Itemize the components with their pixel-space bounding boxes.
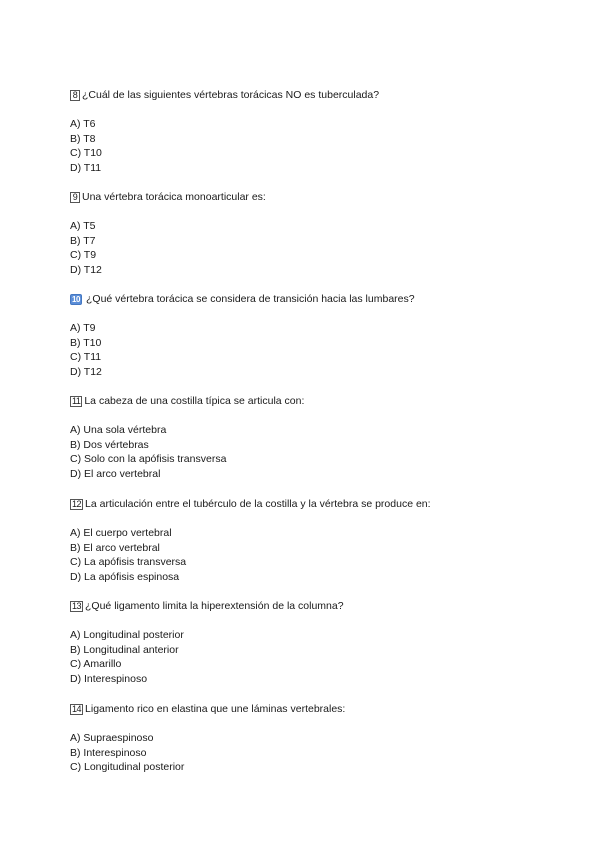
options-list — [70, 731, 570, 775]
option-d: D) T12 — [70, 263, 102, 276]
question-12 — [70, 497, 570, 584]
options-list — [70, 219, 570, 277]
options-list — [70, 628, 570, 686]
option-d: D) T11 — [70, 161, 102, 174]
question-text: Ligamento rico en elastina que une láminas vertebrales: — [85, 703, 346, 715]
question-12-prompt — [70, 497, 570, 511]
option-a: A) Longitudinal posterior — [70, 629, 184, 641]
option-c: C) T10 — [70, 147, 102, 160]
question-text: Una vértebra torácica monoarticular es: — [82, 191, 266, 203]
option-d: D) El arco vertebral — [70, 467, 161, 480]
question-number-badge: 9 — [70, 192, 80, 203]
option-a: A) T5 — [70, 220, 96, 232]
option-c: C) T11 — [70, 351, 102, 364]
option-d: D) La apófisis espinosa — [70, 570, 180, 583]
question-number-badge: 13 — [72, 600, 82, 611]
option-c: C) Amarillo — [70, 658, 122, 671]
question-number-badge: 11 — [72, 395, 81, 406]
options-list — [70, 526, 570, 584]
question-number-badge: 14 — [72, 703, 82, 714]
keycap-number-badge: 10 — [70, 294, 82, 305]
option-b: B) T10 — [70, 336, 102, 349]
option-b: B) T7 — [70, 234, 96, 247]
option-a: A) Supraespinoso — [70, 732, 154, 744]
options-list — [70, 117, 570, 175]
option-c: C) Longitudinal posterior — [70, 761, 185, 774]
question-13 — [70, 599, 570, 686]
question-number-badge: 12 — [72, 498, 82, 509]
option-d: D) Interespinoso — [70, 672, 148, 685]
question-number-badge: 8 — [70, 90, 80, 101]
question-8 — [70, 88, 570, 175]
question-text: ¿Cuál de las siguientes vértebras torácicas NO es tuberculada? — [82, 89, 380, 101]
option-b: B) Longitudinal anterior — [70, 643, 179, 656]
question-text: La articulación entre el tubérculo de la costilla y la vértebra se produce en: — [85, 498, 431, 510]
question-14-prompt — [70, 702, 570, 716]
question-9-prompt — [70, 190, 570, 204]
question-14 — [70, 702, 570, 775]
option-c: C) La apófisis transversa — [70, 556, 187, 569]
option-c: C) T9 — [70, 249, 97, 262]
question-text: ¿Qué vértebra torácica se considera de transición hacia las lumbares? — [86, 293, 415, 305]
option-a: A) El cuerpo vertebral — [70, 527, 172, 539]
option-d: D) T12 — [70, 365, 102, 378]
question-10 — [70, 292, 570, 379]
question-text: La cabeza de una costilla típica se articula con: — [84, 395, 305, 407]
question-13-prompt — [70, 599, 570, 613]
question-11-prompt — [70, 394, 570, 408]
option-b: B) T8 — [70, 132, 96, 145]
option-b: B) El arco vertebral — [70, 541, 160, 554]
option-c: C) Solo con la apófisis transversa — [70, 453, 227, 466]
question-9 — [70, 190, 570, 277]
option-a: A) Una sola vértebra — [70, 424, 167, 436]
question-8-prompt — [70, 88, 570, 102]
question-text: ¿Qué ligamento limita la hiperextensión de la columna? — [85, 600, 344, 612]
options-list — [70, 423, 570, 481]
option-a: A) T9 — [70, 322, 96, 334]
option-a: A) T6 — [70, 118, 96, 130]
options-list — [70, 321, 570, 379]
option-b: B) Dos vértebras — [70, 438, 149, 451]
question-10-prompt — [70, 292, 570, 306]
question-11 — [70, 394, 570, 481]
option-b: B) Interespinoso — [70, 746, 147, 759]
